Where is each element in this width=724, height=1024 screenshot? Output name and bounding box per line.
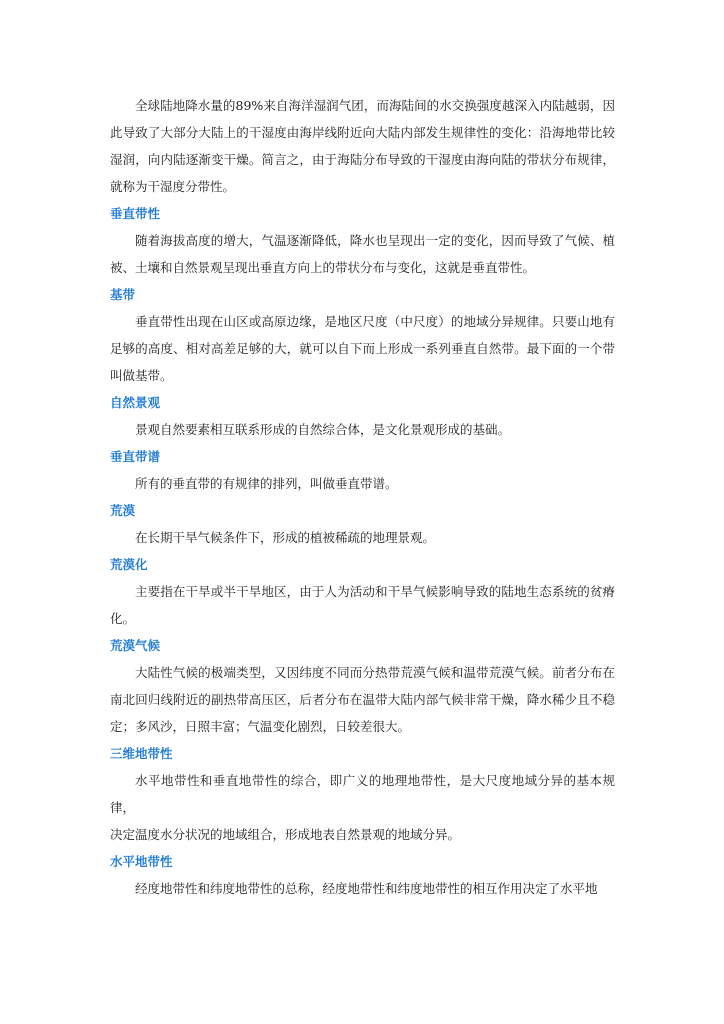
paragraph-natural-landscape: 景观自然要素相互联系形成的自然综合体，是文化景观形成的基础。: [135, 422, 511, 437]
heading-base-belt: 基带: [110, 287, 136, 302]
heading-desert-climate: 荒漠气候: [110, 638, 161, 653]
heading-vertical-zonality: 垂直带性: [110, 206, 161, 221]
heading-vertical-spectrum: 垂直带谱: [110, 449, 161, 464]
paragraph-3d-zonality: 水平地带性和垂直地带性的综合，即广义的地理地带性，是大尺度地域分异的基本规律，: [110, 773, 615, 815]
paragraph-vertical-zonality: 随着海拔高度的增大，气温逐渐降低，降水也呈现出一定的变化，因而导致了气候、植被、土壤和自然景观呈现出垂直方向上的带状分布与变化，这就是垂直带性。: [110, 233, 615, 275]
heading-natural-landscape: 自然景观: [110, 395, 161, 410]
paragraph-desert-climate: 大陆性气候的极端类型，又因纬度不同而分热带荒漠气候和温带荒漠气候。前者分布在南北回归线附近的副热带高压区，后者分布在温带大陆内部气候非常干燥，降水稀少且不稳定；多风沙，日照丰富；气温变化剧烈，日较差很大。: [110, 665, 615, 734]
paragraph-horizontal-zonality: 经度地带性和纬度地带性的总称，经度地带性和纬度地带性的相互作用决定了水平地: [135, 881, 598, 896]
intro-paragraph: 全球陆地降水量的89%来自海洋湿润气团，而海陆间的水交换强度越深入内陆越弱，因此导致了大部分大陆上的干湿度由海岸线附近向大陆内部发生规律性的变化：沿海地带比较湿润，向内陆逐渐变干燥。简言之，由于海陆分布导致的干湿度由海向陆的带状分布规律，就称为干湿度分带性。: [110, 98, 615, 194]
paragraph-desertification: 主要指在干旱或半干旱地区，由于人为活动和干旱气候影响导致的陆地生态系统的贫瘠化。: [110, 584, 615, 626]
paragraph-desert: 在长期干旱气候条件下，形成的植被稀疏的地理景观。: [135, 530, 436, 545]
heading-desert: 荒漠: [110, 503, 136, 518]
heading-horizontal-zonality: 水平地带性: [110, 854, 173, 869]
paragraph-base-belt: 垂直带性出现在山区或高原边缘，是地区尺度（中尺度）的地域分异规律。只要山地有足够的高度、相对高差足够的大，就可以自下而上形成一系列垂直自然带。最下面的一个带叫做基带。: [110, 314, 615, 383]
heading-desertification: 荒漠化: [110, 557, 148, 572]
document-body: [110, 92, 615, 902]
heading-3d-zonality: 三维地带性: [110, 746, 173, 761]
paragraph-vertical-spectrum: 所有的垂直带的有规律的排列，叫做垂直带谱。: [135, 476, 398, 491]
paragraph-3d-zonality-continued: 决定温度水分状况的地域组合，形成地表自然景观的地域分异。: [110, 827, 461, 842]
